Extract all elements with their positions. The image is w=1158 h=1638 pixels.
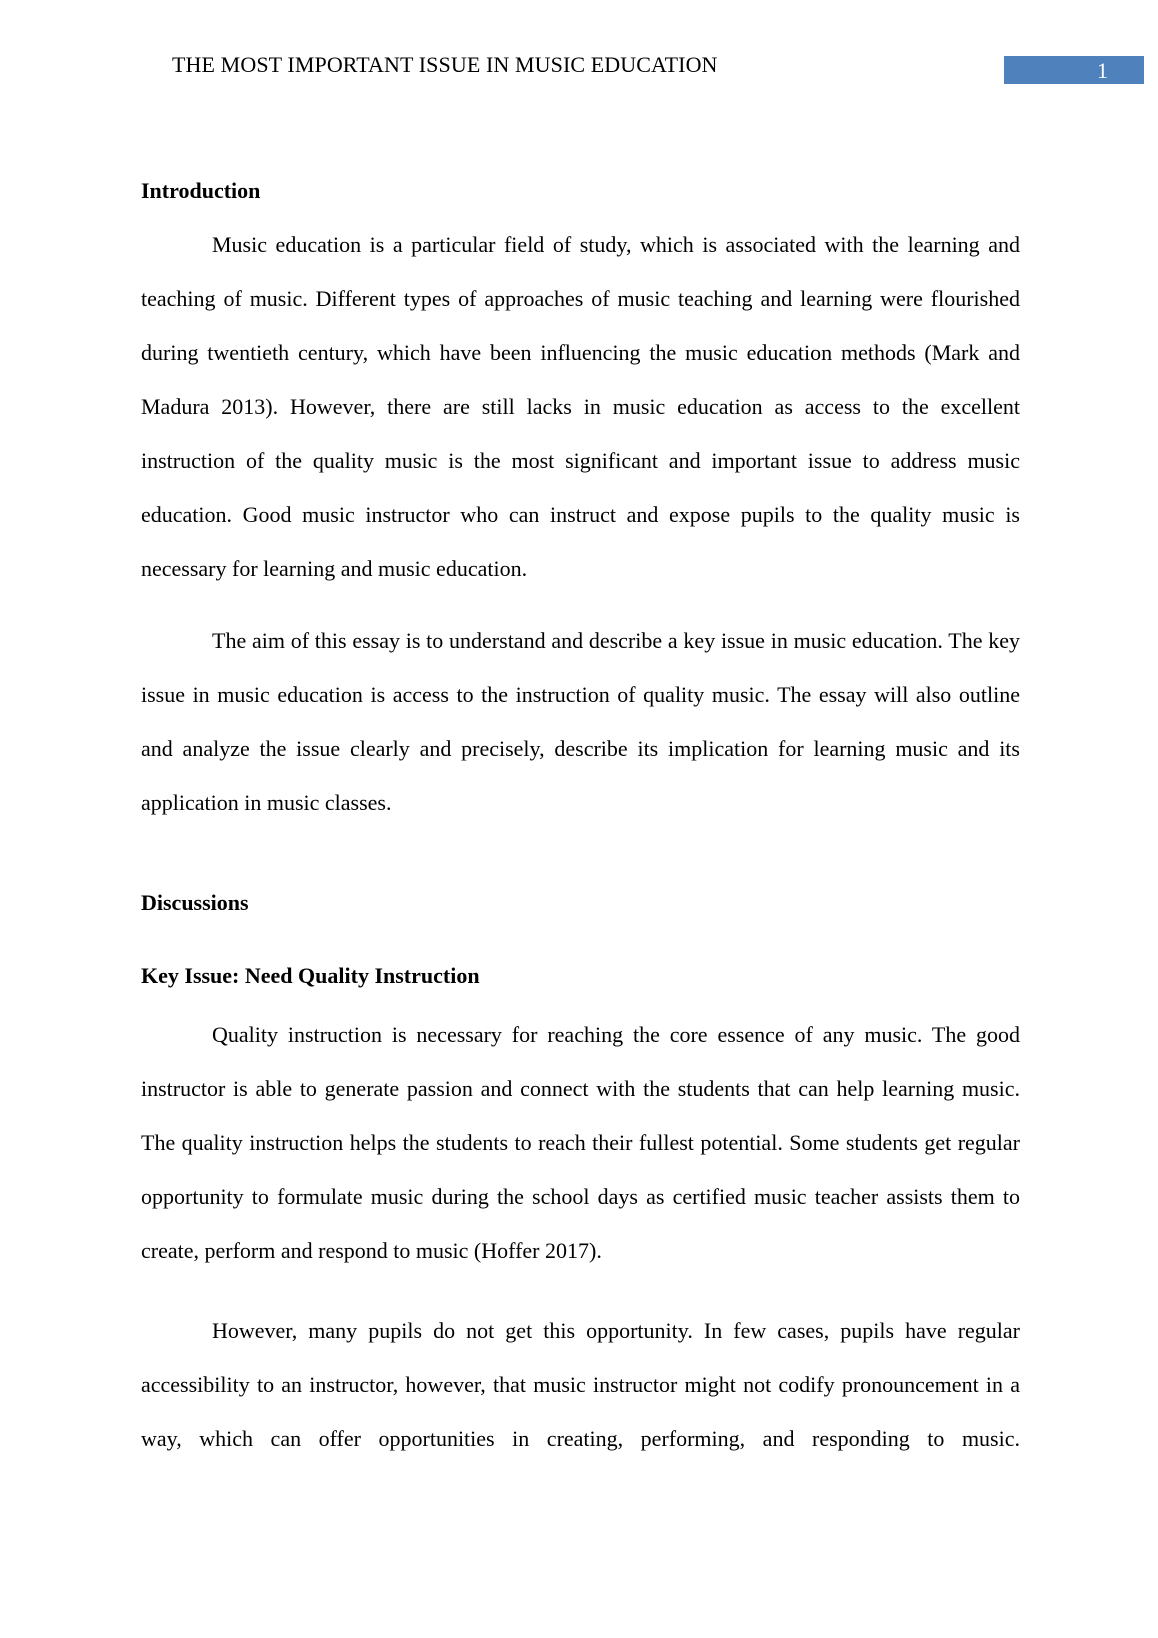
page-number: 1	[1097, 58, 1108, 83]
introduction-paragraph-2: The aim of this essay is to understand and describe a key issue in music education. The key issue in music education is access to the instruction of quality music. The essay will also outline and analyze the issue clearly and precisely, describe its implication for learning music and its application in music classes.	[141, 628, 1020, 815]
introduction-paragraph-1: Music education is a particular field of study, which is associated with the learning and teaching of music. Different types of approaches of music teaching and learning were flourished during twentieth century, which have been influencing the music education methods (Mark and Madura 2013). However, there are still lacks in music education as access to the excellent instruction of the quality music is the most significant and important issue to address music education. Good music instructor who can instruct and expose pupils to the quality music is necessary for learning and music education.	[141, 232, 1020, 581]
introduction-heading: Introduction	[141, 178, 261, 203]
discussions-paragraph-1: Quality instruction is necessary for reaching the core essence of any music. The good instructor is able to generate passion and connect with the students that can help learning music. The quality instruction helps the students to reach their fullest potential. Some students get regular opportunity to formulate music during the school days as certified music teacher assists them to create, perform and respond to music (Hoffer 2017).	[141, 1022, 1020, 1263]
running-head-title: THE MOST IMPORTANT ISSUE IN MUSIC EDUCATION	[172, 52, 718, 77]
discussions-heading: Discussions	[141, 890, 249, 915]
page-number-box	[1004, 56, 1144, 84]
discussions-paragraph-2: However, many pupils do not get this opportunity. In few cases, pupils have regular accessibility to an instructor, however, that music instructor might not codify pronouncement in a way, which can offer opportunities in creating, performing, and responding to music.	[141, 1318, 1020, 1451]
key-issue-subheading: Key Issue: Need Quality Instruction	[141, 963, 480, 988]
